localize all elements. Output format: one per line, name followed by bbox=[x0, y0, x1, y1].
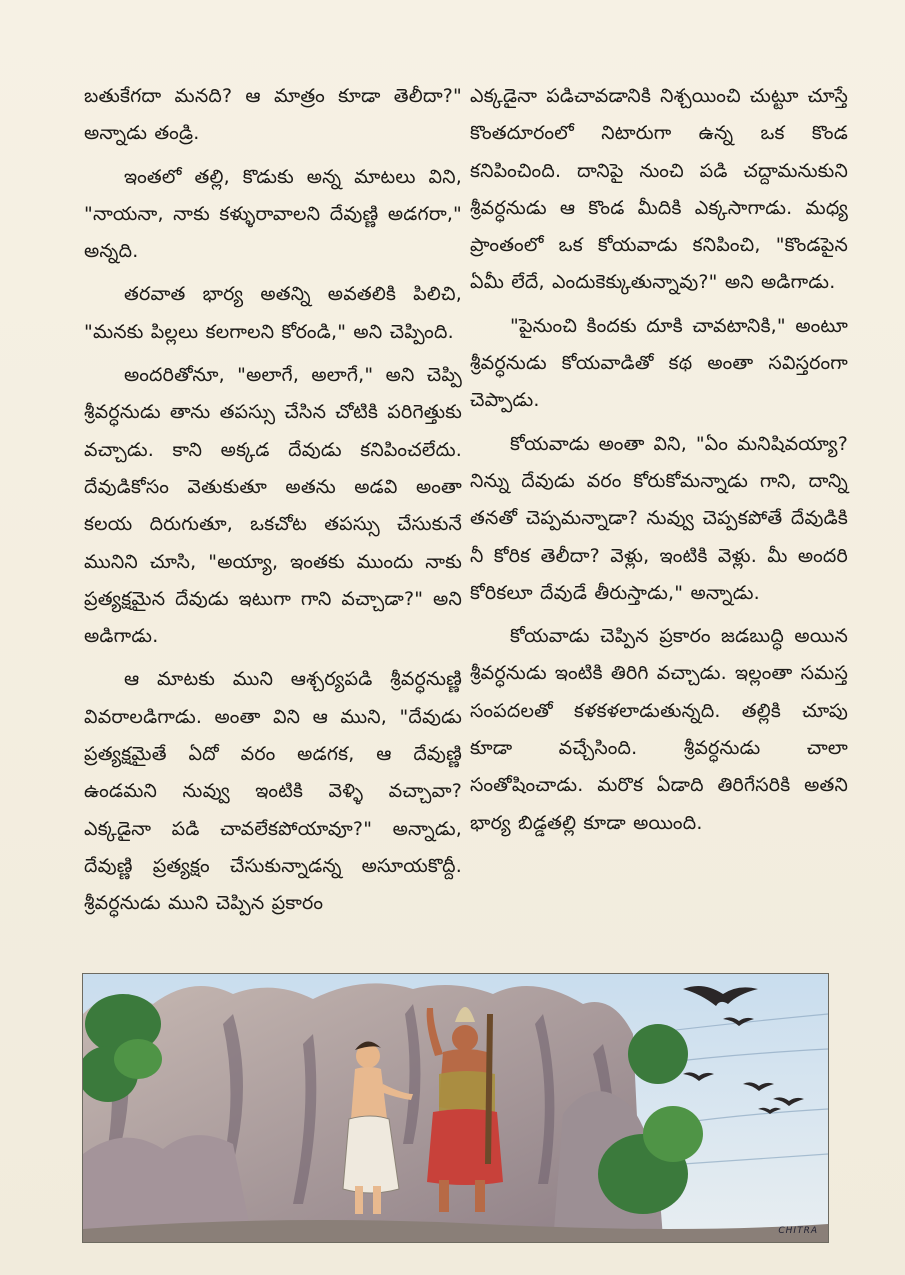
left-column bbox=[84, 78, 462, 929]
paragraph: బతుకేగదా మనది? ఆ మాత్రం కూడా తెలీదా?" అన్నాడు తండ్రి. bbox=[84, 85, 462, 145]
paragraph: "పైనుంచి కిందకు దూకి చావటానికి," అంటూ శ్రీవర్ధనుడు కోయవాడితో కథ అంతా సవిస్తరంగా చెప్పాడు. bbox=[470, 314, 848, 412]
paragraph: తరవాత భార్య అతన్ని అవతలికి పిలిచి, "మనకు పిల్లలు కలగాలని కోరండి," అని చెప్పింది. bbox=[84, 283, 462, 343]
paragraph: అందరితోనూ, "అలాగే, అలాగే," అని చెప్పి శ్రీవర్ధనుడు తాను తపస్సు చేసిన చోటికి పరిగెత్తుకు వచ్చాడు. కాని అక్కడ దేవుడు కనిపించలేదు. దేవుడికోసం వెతుకుతూ అతను అడవి అంతా కలయ దిరుగుతూ, ఒకచోట తపస్సు చేసుకునే మునిని చూసి, "అయ్యా, ఇంతకు ముందు నాకు ప్రత్యక్షమైన దేవుడు ఇటుగా గాని వచ్చాడా?" అని అడిగాడు. bbox=[84, 364, 462, 648]
artist-signature: CHITRA bbox=[778, 1226, 818, 1236]
paragraph: ఇంతలో తల్లి, కొడుకు అన్న మాటలు విని, "నాయనా, నాకు కళ్ళురావాలని దేవుణ్ణి అడగరా," అన్నది. bbox=[84, 165, 462, 263]
illustration-svg bbox=[83, 974, 828, 1242]
paragraph: కోయవాడు అంతా విని, "ఏం మనిషివయ్యా? నిన్ను దేవుడు వరం కోరుకోమన్నాడు గాని, దాన్ని తనతో చెప్పమన్నాడా? నువ్వు చెప్పకపోతే దేవుడికి నీ కోరిక తెలీదా? వెళ్లు, ఇంటికి వెళ్లు. మీ అందరి కోరికలూ దేవుడే తీరుస్తాడు," అన్నాడు. bbox=[470, 432, 848, 604]
story-illustration bbox=[82, 973, 829, 1243]
right-column bbox=[470, 78, 848, 848]
paragraph: కోయవాడు చెప్పిన ప్రకారం జడబుద్ధి అయిన శ్రీవర్ధనుడు ఇంటికి తిరిగి వచ్చాడు. ఇల్లంతా సమస్త సంపదలతో కళకళలాడుతున్నది. తల్లికి చూపు కూడా వచ్చేసింది. శ్రీవర్ధనుడు చాలా సంతోషించాడు. మరొక ఏడాది తిరిగేసరికి అతని భార్య బిడ్డతల్లి కూడా అయింది. bbox=[470, 625, 848, 834]
paragraph: ఆ మాటకు ముని ఆశ్చర్యపడి శ్రీవర్ధనుణ్ణి వివరాలడిగాడు. అంతా విని ఆ ముని, "దేవుడు ప్రత్యక్షమైతే ఏదో వరం అడగక, ఆ దేవుణ్ణి ఉండమని నువ్వు ఇంటికి వెళ్ళి వచ్చావా? ఎక్కడైనా పడి చావలేకపోయావూ?" అన్నాడు, దేవుణ్ణి ప్రత్యక్షం చేసుకున్నాడన్న అసూయకొద్దీ. శ్రీవర్ధనుడు ముని చెప్పిన ప్రకారం bbox=[84, 668, 462, 915]
paragraph: ఎక్కడైనా పడిచావడానికి నిశ్చయించి చుట్టూ చూస్తే కొంతదూరంలో నిటారుగా ఉన్న ఒక కొండ కనిపించింది. దానిపై నుంచి పడి చద్దామనుకుని శ్రీవర్ధనుడు ఆ కొండ మీదికి ఎక్కసాగాడు. మధ్య ప్రాంతంలో ఒక కోయవాడు కనిపించి, "కొండపైన ఏమీ లేదే, ఎందుకెక్కుతున్నావు?" అని అడిగాడు. bbox=[470, 85, 848, 294]
